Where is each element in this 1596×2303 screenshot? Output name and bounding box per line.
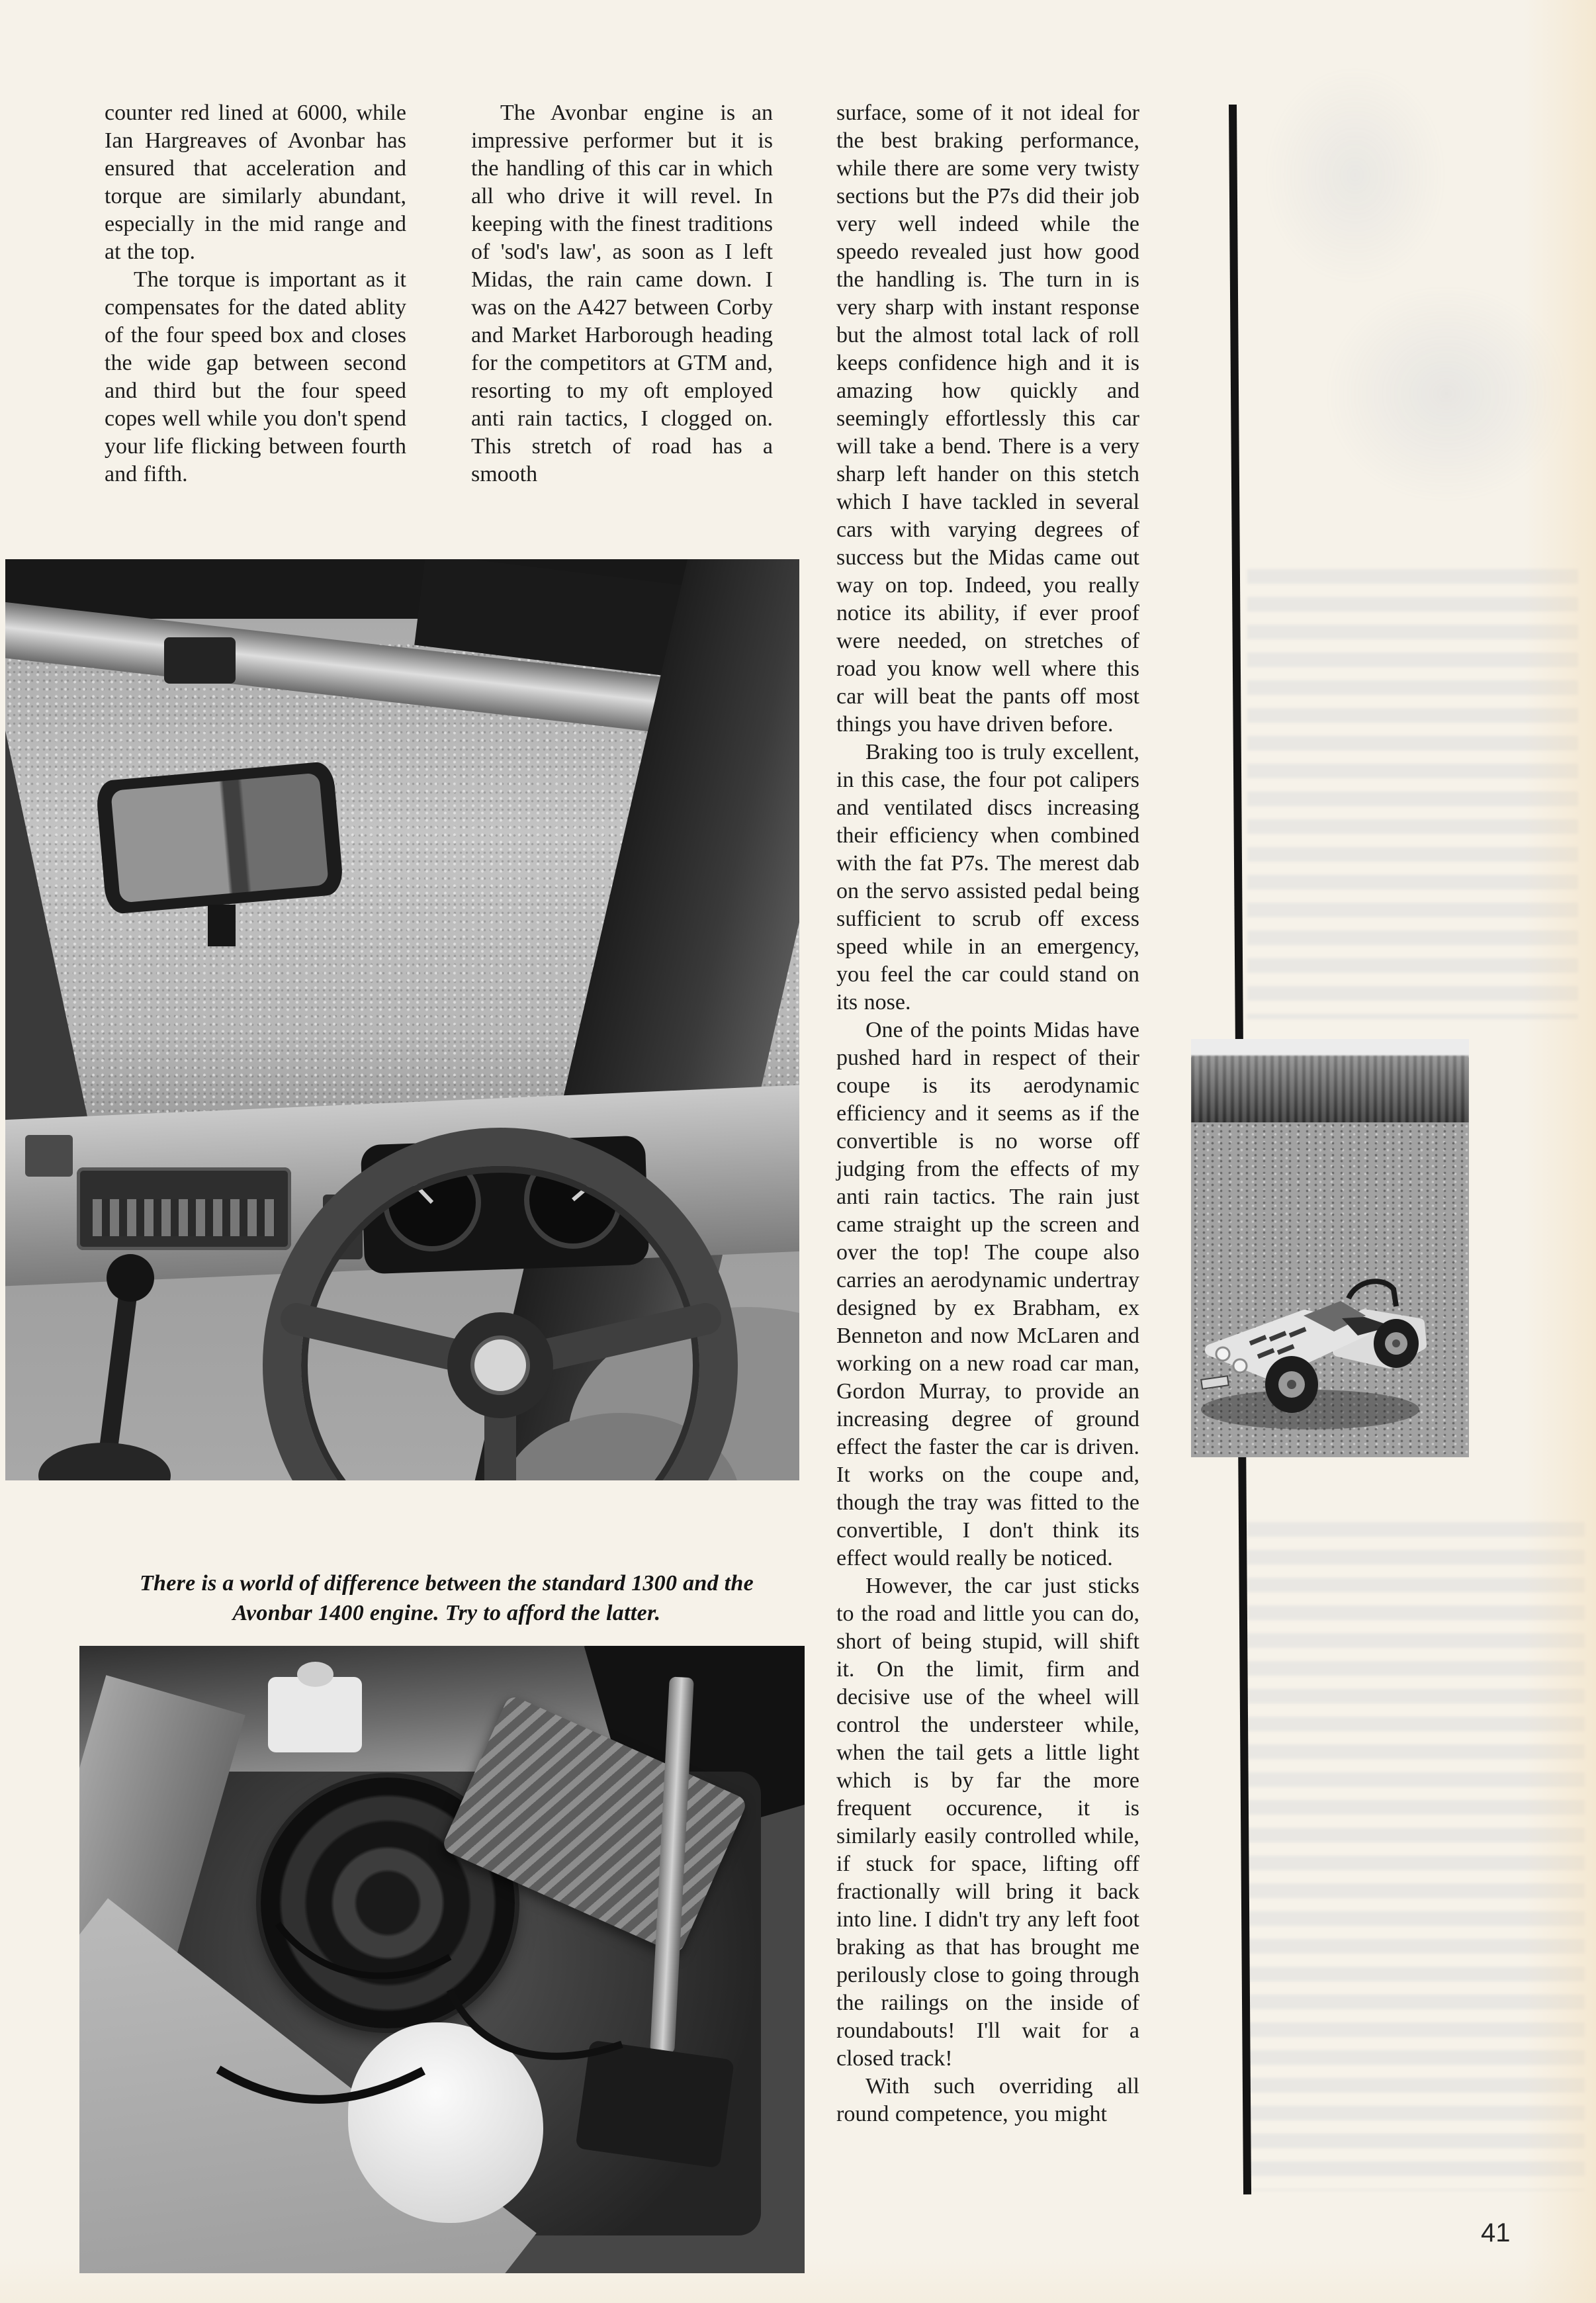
paragraph: However, the car just sticks to the road and little you can do, short of being stupid, will shift it. On the limit, firm and decisive use of the wheel will control the understeer while, when the tail gets a little light which is by far the more frequent occurence, it is similarly easily controlled while, if stuck for space, lifting off fractionally will bring it back into line. I didn't try any left foot braking as that has brought me perilously close to going through the railings on the inside of roundabouts! I'll wait for a closed track!	[836, 1574, 1139, 2071]
paragraph: The torque is important as it compensates for the dated ablity of the four speed box and closes the wide gap between second and third but the four speed copes well while you don't spend your life flicking between fourth and fifth.	[105, 267, 406, 486]
paragraph: surface, some of it not ideal for the best braking performance, while there are some very twisty sections but the P7s did their job very well indeed while the speedo revealed just how good the handling is. The turn in is very sharp with instant response but the almost total lack of roll keeps confidence high and it is amazing how quickly and seemingly effortlessly this car will take a bend. There is a very sharp left hander on this stetch which I have tackled in several cars with varying degrees of success but the Midas came out way on top. Indeed, you really notice its ability, if ever proof were needed, on stretches of road you know well where this car will beat the pants off most things you have driven before.	[836, 101, 1139, 737]
hose-3	[278, 1924, 450, 1976]
bleed-through-middle	[1247, 569, 1578, 1019]
paragraph: With such overriding all round competence, you might	[836, 2074, 1139, 2126]
headlight-right	[1233, 1359, 1247, 1373]
battery	[575, 2040, 734, 2168]
convertible-photo	[1191, 1039, 1469, 1457]
gear-gaiter	[38, 1443, 171, 1480]
car-graphic	[1191, 1039, 1469, 1457]
page-number: 41	[1481, 2218, 1511, 2247]
hose-1	[218, 2069, 423, 2099]
paragraph: One of the points Midas have pushed hard in respect of their coupe is its aerodynamic efficiency and it seems as if the convertible is no worse off judging from the effects of my anti rain tactics. The rain just came straight up the screen and over the top! The coupe also carries an aerodynamic undertray designed by ex Brabham, ex Benneton and now McLaren and working on a new road car man, Gordon Murray, to provide an increasing degree of ground effect the faster the car is driven. It works on the coupe and, though the tray was fitted to the convertible, I don't think its effect would really be noticed.	[836, 1018, 1139, 1570]
headlight-left	[1216, 1347, 1229, 1361]
interior-photo	[5, 559, 799, 1480]
number-plate	[1201, 1376, 1229, 1388]
bleed-through-top	[1264, 66, 1568, 503]
engine-photo	[79, 1646, 805, 2273]
article-column-3	[836, 99, 1139, 2128]
paragraph: The Avonbar engine is an impressive performer but it is the handling of this car in which all who drive it will revel. In keeping with the finest traditions of 'sod's law', as soon as I left Midas, the rain came down. I was on the A427 between Corby and Market Harborough heading for the competitors at GTM and, resorting to my oft employed anti rain tactics, I clogged on. This stretch of road has a smooth	[471, 101, 773, 486]
bleed-through-bottom	[1247, 1522, 1585, 2190]
gear-knob	[107, 1254, 154, 1302]
front-wheel-hub	[1287, 1380, 1296, 1389]
engine-hoses-graphic	[79, 1646, 805, 2273]
article-column-2	[471, 99, 773, 488]
paragraph: Braking too is truly excellent, in this case, the four pot calipers and ventilated discs increasing their efficiency when combined with the fat P7s. The merest dab on the servo assisted pedal being sufficient to scrub off excess speed while in an emergency, you feel the car could stand on its nose.	[836, 740, 1139, 1015]
interior-foreground-graphic	[5, 559, 799, 1480]
car-roll-hoop	[1349, 1281, 1396, 1306]
rear-wheel-hub	[1392, 1339, 1400, 1347]
page-edge-tint	[1523, 0, 1596, 2303]
article-column-1	[105, 99, 406, 488]
horn-button	[472, 1337, 528, 1393]
paragraph: counter red lined at 6000, while Ian Hargreaves of Avonbar has ensured that acceleration and torque are similarly abundant, especially in the mid range and at the top.	[105, 101, 406, 264]
photo-caption: There is a world of difference between the standard 1300 and the Avonbar 1400 engine. Try to afford the latter.	[139, 1571, 754, 1625]
